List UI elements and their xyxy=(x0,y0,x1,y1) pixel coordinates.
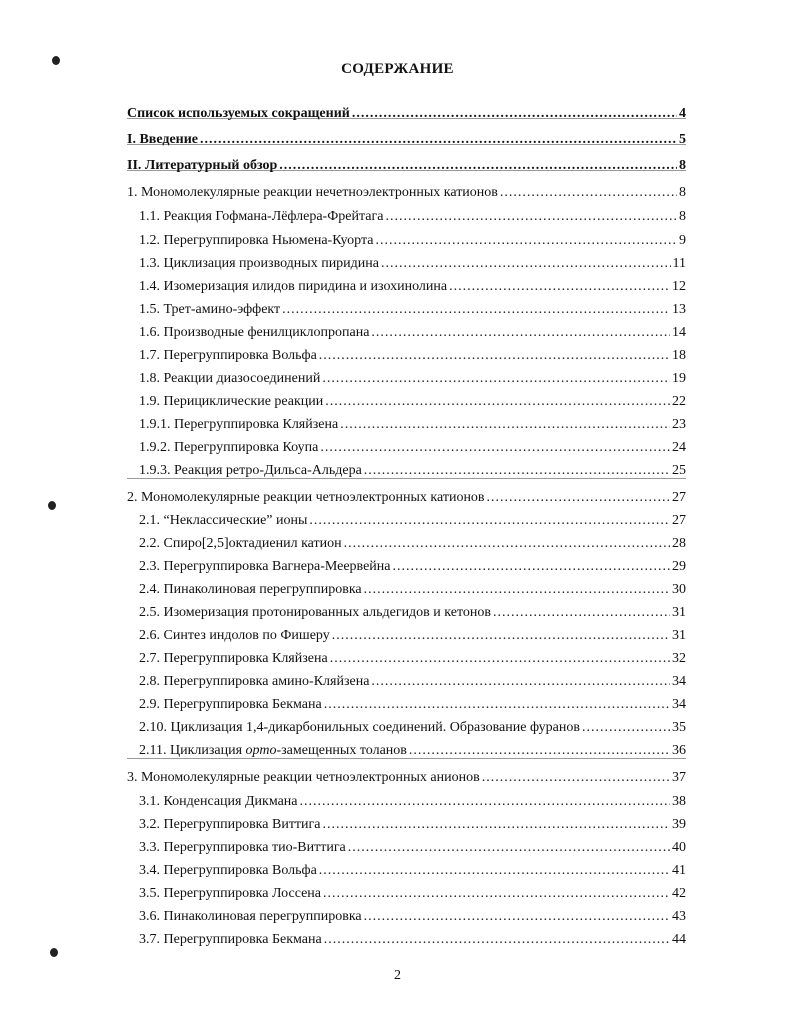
dot-leader xyxy=(375,232,677,249)
toc-entry xyxy=(139,857,686,879)
toc-entry xyxy=(139,576,686,598)
toc-entry xyxy=(139,691,686,713)
dot-leader xyxy=(319,347,670,364)
toc-entry-page: 18 xyxy=(672,348,686,363)
toc-entry-title: 3.1. Конденсация Дикмана xyxy=(139,794,298,809)
toc-entry xyxy=(139,714,686,736)
toc-entry-title: 2.11. Циклизация орто-замещенных толанов xyxy=(139,743,407,758)
toc-entry-page: 19 xyxy=(672,371,686,386)
toc-entry-page: 31 xyxy=(672,628,686,643)
toc-entry xyxy=(139,457,686,479)
toc-entry xyxy=(139,880,686,902)
toc-entry-page: 8 xyxy=(679,185,686,200)
toc-entry-title: II. Литературный обзор xyxy=(127,158,278,173)
dot-leader xyxy=(381,255,671,272)
toc-entry xyxy=(139,203,686,225)
toc-entry xyxy=(139,319,686,341)
toc-entry-title: 2.3. Перегруппировка Вагнера-Меервейна xyxy=(139,559,391,574)
dot-leader xyxy=(385,208,677,225)
dot-leader xyxy=(319,862,670,879)
toc-entry xyxy=(139,668,686,690)
toc-entry xyxy=(139,788,686,810)
dot-leader xyxy=(493,604,670,621)
toc-entry-title: 1.3. Циклизация производных пиридина xyxy=(139,256,379,271)
toc-entry xyxy=(139,599,686,621)
dot-leader xyxy=(325,393,670,410)
toc-entry-title: 1.9.3. Реакция ретро-Дильса-Альдера xyxy=(139,463,362,478)
toc-entry-title: 2.6. Синтез индолов по Фишеру xyxy=(139,628,330,643)
scan-speck xyxy=(48,501,56,510)
toc-entry-title: 1.9.2. Перегруппировка Коупа xyxy=(139,440,319,455)
toc-entry-page: 8 xyxy=(679,158,686,173)
toc-entry-page: 13 xyxy=(672,302,686,317)
dot-leader xyxy=(393,558,671,575)
toc-entry-page: 27 xyxy=(672,490,686,505)
toc-entry-page: 34 xyxy=(672,674,686,689)
toc-entry xyxy=(127,152,686,174)
toc-entry-title: 1.8. Реакции диазосоединений xyxy=(139,371,321,386)
dot-leader xyxy=(300,793,670,810)
toc-entry-page: 9 xyxy=(679,233,686,248)
dot-leader xyxy=(582,719,670,736)
toc-entry-page: 14 xyxy=(672,325,686,340)
toc-entry-page: 11 xyxy=(672,256,686,271)
dot-leader xyxy=(279,157,677,174)
toc-entry xyxy=(139,530,686,552)
toc-entry-title: 3.3. Перегруппировка тио-Виттига xyxy=(139,840,346,855)
toc-entry-page: 29 xyxy=(672,559,686,574)
toc-entry-title: 3.5. Перегруппировка Лоссена xyxy=(139,886,321,901)
dot-leader xyxy=(324,931,670,948)
toc-entry xyxy=(139,411,686,433)
dot-leader xyxy=(323,885,670,902)
dot-leader xyxy=(320,439,670,456)
dot-leader xyxy=(364,908,670,925)
toc-entry xyxy=(139,342,686,364)
toc-entry-title: 1. Мономолекулярные реакции нечетноэлектронных катионов xyxy=(127,185,498,200)
toc-entry-title: Список используемых сокращений xyxy=(127,106,350,121)
toc-entry-page: 36 xyxy=(672,743,686,758)
toc-entry-title: 3.6. Пинаколиновая перегруппировка xyxy=(139,909,362,924)
toc-entry-title: 1.9. Перициклические реакции xyxy=(139,394,324,409)
toc-entry xyxy=(139,388,686,410)
toc-entry-title: 1.9.1. Перегруппировка Кляйзена xyxy=(139,417,339,432)
dot-leader xyxy=(309,512,670,529)
toc-entry-title: 2.1. “Неклассические” ионы xyxy=(139,513,308,528)
toc-entry-title: 3. Мономолекулярные реакции четноэлектронных анионов xyxy=(127,770,480,785)
toc-entry-title: 2.4. Пинаколиновая перегруппировка xyxy=(139,582,362,597)
toc-entry xyxy=(139,834,686,856)
toc-entry-title: 2.2. Спиро[2,5]октадиенил катион xyxy=(139,536,342,551)
toc-entry-page: 39 xyxy=(672,817,686,832)
toc-entry xyxy=(127,179,686,201)
toc-entry-page: 12 xyxy=(672,279,686,294)
dot-leader xyxy=(487,489,670,506)
dot-leader xyxy=(323,816,670,833)
toc-entry-title: 2.5. Изомеризация протонированных альдегидов и кетонов xyxy=(139,605,491,620)
toc-entry-title: 1.2. Перегруппировка Ньюмена-Куорта xyxy=(139,233,374,248)
dot-leader xyxy=(324,696,670,713)
toc-entry-page: 41 xyxy=(672,863,686,878)
toc-entry-page: 5 xyxy=(679,132,686,147)
toc-entry-title: 1.6. Производные фенилциклопропана xyxy=(139,325,370,340)
toc-entry-page: 30 xyxy=(672,582,686,597)
toc-entry xyxy=(139,507,686,529)
dot-leader xyxy=(282,301,670,318)
dot-leader xyxy=(200,131,677,148)
toc-entry-page: 25 xyxy=(672,463,686,478)
toc-entry-page: 23 xyxy=(672,417,686,432)
toc-entry xyxy=(139,903,686,925)
toc-entry xyxy=(139,737,686,759)
scan-speck xyxy=(52,56,60,65)
toc-entry-title: 1.7. Перегруппировка Вольфа xyxy=(139,348,317,363)
toc-entry-page: 31 xyxy=(672,605,686,620)
dot-leader xyxy=(330,650,670,667)
toc-entry-title: 2.8. Перегруппировка амино-Кляйзена xyxy=(139,674,370,689)
dot-leader xyxy=(482,769,670,786)
dot-leader xyxy=(364,462,670,479)
dot-leader xyxy=(344,535,670,552)
toc-entry-title: 2.10. Циклизация 1,4-дикарбонильных соединений. Образование фуранов xyxy=(139,720,580,735)
dot-leader xyxy=(348,839,670,856)
toc-entry-title: 1.4. Изомеризация илидов пиридина и изохинолина xyxy=(139,279,448,294)
toc-entry xyxy=(139,622,686,644)
toc-entry xyxy=(127,764,686,786)
toc-entry xyxy=(139,553,686,575)
toc-entry-page: 32 xyxy=(672,651,686,666)
toc-entry-title: 1.5. Трет-амино-эффект xyxy=(139,302,281,317)
dot-leader xyxy=(352,105,677,122)
toc-entry-page: 4 xyxy=(679,106,686,121)
toc-entry-page: 27 xyxy=(672,513,686,528)
dot-leader xyxy=(322,370,670,387)
page-title: СОДЕРЖАНИЕ xyxy=(341,61,454,77)
dot-leader xyxy=(364,581,670,598)
toc-entry-title: 2.7. Перегруппировка Кляйзена xyxy=(139,651,328,666)
toc-entry-page: 43 xyxy=(672,909,686,924)
toc-entry xyxy=(127,126,686,148)
toc-entry xyxy=(139,434,686,456)
toc-entry-title: 2.9. Перегруппировка Бекмана xyxy=(139,697,322,712)
toc-entry-page: 8 xyxy=(679,209,686,224)
dot-leader xyxy=(500,184,677,201)
toc-entry xyxy=(139,645,686,667)
toc-entry-title: 3.7. Перегруппировка Бекмана xyxy=(139,932,322,947)
toc-entry-page: 44 xyxy=(672,932,686,947)
toc-entry xyxy=(127,100,686,122)
toc-entry-page: 37 xyxy=(672,770,686,785)
dot-leader xyxy=(371,324,670,341)
toc-entry-title: 1.1. Реакция Гофмана-Лёфлера-Фрейтага xyxy=(139,209,384,224)
dot-leader xyxy=(449,278,670,295)
toc-entry xyxy=(127,484,686,506)
dot-leader xyxy=(340,416,670,433)
toc-entry-page: 22 xyxy=(672,394,686,409)
toc-entry xyxy=(139,273,686,295)
page-number: 2 xyxy=(394,968,401,983)
toc-entry xyxy=(139,365,686,387)
toc-entry-page: 35 xyxy=(672,720,686,735)
toc-entry xyxy=(139,296,686,318)
toc-entry xyxy=(139,811,686,833)
toc-entry-title: 3.2. Перегруппировка Виттига xyxy=(139,817,321,832)
toc-entry xyxy=(139,250,686,272)
dot-leader xyxy=(409,742,670,759)
toc-entry-page: 28 xyxy=(672,536,686,551)
toc-entry-page: 38 xyxy=(672,794,686,809)
toc-entry xyxy=(139,227,686,249)
toc-entry-title: I. Введение xyxy=(127,132,199,147)
dot-leader xyxy=(371,673,670,690)
toc-entry-page: 24 xyxy=(672,440,686,455)
toc-entry-page: 40 xyxy=(672,840,686,855)
scan-speck xyxy=(50,948,58,957)
dot-leader xyxy=(332,627,670,644)
toc-entry-title: 2. Мономолекулярные реакции четноэлектронных катионов xyxy=(127,490,485,505)
toc-entry-title: 3.4. Перегруппировка Вольфа xyxy=(139,863,317,878)
toc-entry-page: 34 xyxy=(672,697,686,712)
toc-entry-page: 42 xyxy=(672,886,686,901)
toc-entry xyxy=(139,926,686,948)
